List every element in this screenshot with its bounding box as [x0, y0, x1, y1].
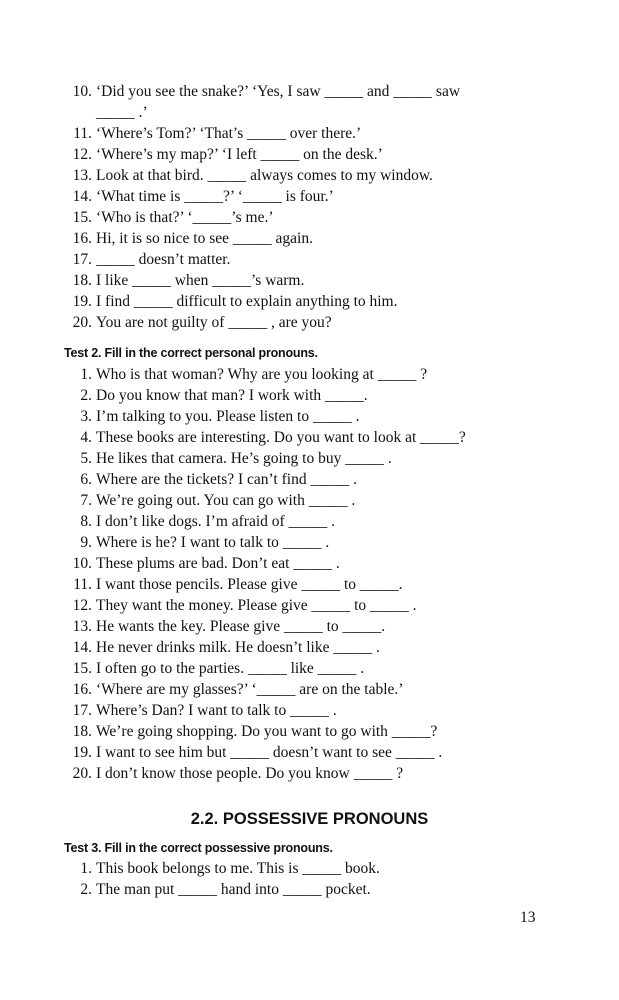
exercise-item	[64, 554, 544, 574]
exercise-item	[64, 880, 544, 900]
exercise-item	[64, 292, 544, 312]
item-number: 17.	[72, 251, 92, 268]
item-text: The man put _____ hand into _____ pocket.	[96, 881, 371, 898]
item-number: 15.	[72, 660, 92, 677]
item-number: 7.	[80, 492, 92, 509]
item-text: ‘Where are my glasses?’ ‘_____ are on the table.’	[96, 681, 404, 698]
exercise-item	[64, 638, 544, 658]
item-text: Look at that bird. _____ always comes to my window.	[96, 167, 433, 184]
item-number: 1.	[80, 860, 92, 877]
item-text: _____ .’	[96, 104, 148, 121]
exercise-item	[64, 82, 544, 102]
item-number: 13.	[72, 167, 92, 184]
exercise-item	[64, 208, 544, 228]
exercise-item	[64, 229, 544, 249]
item-number: 1.	[80, 366, 92, 383]
item-number: 18.	[72, 272, 92, 289]
item-text: ‘Did you see the snake?’ ‘Yes, I saw _____ and _____ saw	[96, 83, 461, 100]
item-text: I find _____ difficult to explain anything to him.	[96, 293, 398, 310]
item-text: He likes that camera. He’s going to buy _____ .	[96, 450, 392, 467]
item-text: These books are interesting. Do you want to look at _____?	[96, 429, 466, 446]
exercise-item	[64, 365, 544, 385]
item-number: 20.	[72, 765, 92, 782]
item-number: 13.	[72, 618, 92, 635]
item-number: 16.	[72, 230, 92, 247]
item-number: 12.	[72, 146, 92, 163]
exercise-item	[64, 428, 544, 448]
item-number: 15.	[72, 209, 92, 226]
item-text: I like _____ when _____’s warm.	[96, 272, 305, 289]
item-number: 19.	[72, 293, 92, 310]
item-text: ‘Where’s Tom?’ ‘That’s _____ over there.’	[96, 125, 362, 142]
item-text: Who is that woman? Why are you looking at _____ ?	[96, 366, 428, 383]
exercise-item	[64, 407, 544, 427]
exercise-item	[64, 764, 544, 784]
item-text: They want the money. Please give _____ to _____ .	[96, 597, 417, 614]
item-text: These plums are bad. Don’t eat _____ .	[96, 555, 340, 572]
item-text: I want to see him but _____ doesn’t want to see _____ .	[96, 744, 443, 761]
exercise-item	[64, 722, 544, 742]
item-text: _____ doesn’t matter.	[96, 251, 231, 268]
exercise-item	[64, 596, 544, 616]
item-number: 10.	[72, 555, 92, 572]
exercise-item	[64, 491, 544, 511]
exercise-item	[64, 533, 544, 553]
item-text: I often go to the parties. _____ like _____ .	[96, 660, 365, 677]
item-text: This book belongs to me. This is _____ book.	[96, 860, 380, 877]
item-number: 10.	[72, 83, 92, 100]
exercise-item	[64, 313, 544, 333]
item-number: 14.	[72, 188, 92, 205]
exercise-item	[64, 512, 544, 532]
item-number: 17.	[72, 702, 92, 719]
exercise-item	[64, 187, 544, 207]
item-text: Do you know that man? I work with _____.	[96, 387, 368, 404]
item-text: ‘Where’s my map?’ ‘I left _____ on the desk.’	[96, 146, 383, 163]
item-text: We’re going shopping. Do you want to go with _____?	[96, 723, 438, 740]
exercise-item	[64, 659, 544, 679]
exercise-item	[64, 859, 544, 879]
exercise-item	[64, 680, 544, 700]
item-text: I don’t know those people. Do you know _____ ?	[96, 765, 404, 782]
test-2-heading: Test 2. Fill in the correct personal pronouns.	[64, 346, 318, 360]
exercise-item	[64, 449, 544, 469]
exercise-item	[64, 386, 544, 406]
item-number: 3.	[80, 408, 92, 425]
item-text: You are not guilty of _____ , are you?	[96, 314, 332, 331]
item-number: 4.	[80, 429, 92, 446]
item-number: 9.	[80, 534, 92, 551]
exercise-item	[64, 701, 544, 721]
item-number: 14.	[72, 639, 92, 656]
item-number: 19.	[72, 744, 92, 761]
item-number: 16.	[72, 681, 92, 698]
item-text: He wants the key. Please give _____ to _____.	[96, 618, 386, 635]
exercise-item	[64, 271, 544, 291]
exercise-item-continuation	[96, 103, 148, 123]
item-text: Hi, it is so nice to see _____ again.	[96, 230, 313, 247]
item-text: I’m talking to you. Please listen to _____ .	[96, 408, 360, 425]
item-text: Where’s Dan? I want to talk to _____ .	[96, 702, 337, 719]
exercise-item	[64, 470, 544, 490]
item-number: 6.	[80, 471, 92, 488]
exercise-item	[64, 575, 544, 595]
item-text: Where are the tickets? I can’t find _____ .	[96, 471, 357, 488]
item-number: 12.	[72, 597, 92, 614]
item-text: We’re going out. You can go with _____ .	[96, 492, 356, 509]
exercise-item	[64, 617, 544, 637]
item-number: 11.	[73, 125, 92, 142]
item-text: ‘Who is that?’ ‘_____’s me.’	[96, 209, 274, 226]
item-number: 18.	[72, 723, 92, 740]
item-number: 5.	[80, 450, 92, 467]
item-text: I want those pencils. Please give _____ to _____.	[96, 576, 403, 593]
item-text: I don’t like dogs. I’m afraid of _____ .	[96, 513, 336, 530]
exercise-item	[64, 743, 544, 763]
item-number: 8.	[80, 513, 92, 530]
exercise-item	[64, 250, 544, 270]
item-text: ‘What time is _____?’ ‘_____ is four.’	[96, 188, 334, 205]
section-title: 2.2. POSSESSIVE PRONOUNS	[190, 810, 429, 828]
item-number: 11.	[73, 576, 92, 593]
item-number: 2.	[80, 387, 92, 404]
exercise-item	[64, 124, 544, 144]
item-number: 20.	[72, 314, 92, 331]
item-number: 2.	[80, 881, 92, 898]
item-text: He never drinks milk. He doesn’t like _____ .	[96, 639, 380, 656]
test-3-heading: Test 3. Fill in the correct possessive pronouns.	[64, 841, 333, 855]
item-text: Where is he? I want to talk to _____ .	[96, 534, 330, 551]
page-number: 13	[520, 909, 536, 926]
exercise-item	[64, 145, 544, 165]
exercise-item	[64, 166, 544, 186]
